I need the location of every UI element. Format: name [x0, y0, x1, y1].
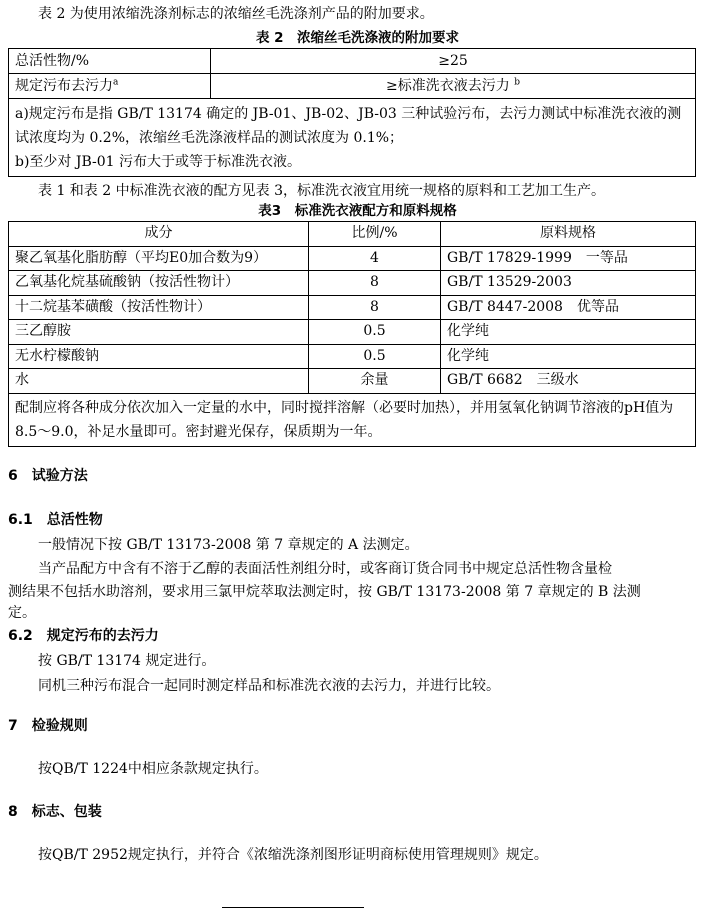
table-row	[9, 74, 696, 99]
section-heading: 6 试验方法	[8, 468, 88, 484]
table-row	[9, 49, 696, 74]
paragraph: 当产品配方中含有不溶于乙醇的表面活性剂组分时，或客商订货合同书中规定总活性物含量检	[38, 561, 612, 577]
table-cell: 余量	[309, 369, 441, 394]
note-b: b)至少对 JB-01 污布大于或等于标准洗衣液。	[15, 154, 302, 170]
column-header: 比例/%	[309, 222, 441, 247]
table2	[8, 48, 696, 177]
table-row	[9, 369, 696, 394]
table3	[8, 221, 696, 447]
table2-caption: 表 2 浓缩丝毛洗涤液的附加要求	[255, 30, 460, 46]
table3-caption: 表3 标准洗衣液配方和原料规格	[258, 203, 457, 219]
table-cell: 8	[309, 295, 441, 320]
table-cell: GB/T 17829-1999 一等品	[441, 246, 696, 271]
table-cell: GB/T 8447-2008 优等品	[441, 295, 696, 320]
table-cell: 0.5	[309, 320, 441, 345]
table-cell: 无水柠檬酸钠	[9, 344, 309, 369]
table3-intro-paragraph: 表 1 和表 2 中标准洗衣液的配方见表 3，标准洗衣液宜用统一规格的原料和工艺加工生产。	[38, 183, 605, 199]
table-header-row	[9, 222, 696, 247]
section-heading: 7 检验规则	[8, 718, 88, 734]
intro-paragraph: 表 2 为使用浓缩洗涤剂标志的浓缩丝毛洗涤剂产品的附加要求。	[38, 6, 434, 22]
paragraph-continued: 定。	[8, 605, 36, 621]
table-row	[9, 271, 696, 296]
paragraph: 一般情况下按 GB/T 13173-2008 第 7 章规定的 A 法测定。	[38, 537, 419, 553]
table-row	[9, 246, 696, 271]
table-cell: GB/T 13529-2003	[441, 271, 696, 296]
paragraph: 同机三种污布混合一起同时测定样品和标准洗衣液的去污力，并进行比较。	[38, 678, 500, 694]
subsection-heading: 6.1 总活性物	[8, 512, 103, 528]
section-heading: 8 标志、包装	[8, 804, 102, 820]
table-cell: ≥25	[211, 49, 696, 74]
table-cell: 聚乙氧基化脂肪醇（平均E0加合数为9）	[9, 246, 309, 271]
table-cell: 0.5	[309, 344, 441, 369]
table-cell: 化学纯	[441, 320, 696, 345]
table-row	[9, 344, 696, 369]
paragraph: 按QB/T 1224中相应条款规定执行。	[38, 761, 268, 777]
table-cell: 水	[9, 369, 309, 394]
table-cell: ≥标准洗衣液去污力 $^b$	[211, 74, 696, 99]
table-cell: 总活性物/%	[9, 49, 211, 74]
paragraph: 按QB/T 2952规定执行，并符合《浓缩洗涤剂图形证明商标使用管理规则》规定。	[38, 847, 548, 863]
table-row	[9, 295, 696, 320]
table-row	[9, 320, 696, 345]
note-a: a)规定污布是指 GB/T 13174 确定的 JB-01、JB-02、JB-03 三种试验污布，去污力测试中标准洗衣液的测试浓度均为 0.2%，浓缩丝毛洗涤液样品的测试浓度为 0.1%；	[15, 106, 682, 146]
table-cell: 化学纯	[441, 344, 696, 369]
paragraph-continued: 测结果不包括水助溶剂，要求用三氯甲烷萃取法测定时，按 GB/T 13173-2008 第 7 章规定的 B 法测	[8, 584, 641, 600]
subsection-heading: 6.2 规定污布的去污力	[8, 628, 159, 644]
table-row	[9, 393, 696, 446]
column-header: 成分	[9, 222, 309, 247]
end-rule	[222, 907, 364, 908]
table-cell: GB/T 6682 三级水	[441, 369, 696, 394]
paragraph: 按 GB/T 13174 规定进行。	[38, 653, 216, 669]
table3-remark: 配制应将各种成分依次加入一定量的水中，同时搅拌溶解（必要时加热），并用氢氧化钠调节溶液的pH值为8.5～9.0，补足水量即可。密封避光保存，保质期为一年。	[9, 393, 696, 446]
table2-notes	[9, 99, 696, 177]
table-cell: 4	[309, 246, 441, 271]
table-cell: 乙氧基化烷基硫酸钠（按活性物计）	[9, 271, 309, 296]
table-cell: 三乙醇胺	[9, 320, 309, 345]
table-cell: 规定污布去污力$^a$	[9, 74, 211, 99]
column-header: 原料规格	[441, 222, 696, 247]
table-row	[9, 99, 696, 177]
table-cell: 8	[309, 271, 441, 296]
table-cell: 十二烷基苯磺酸（按活性物计）	[9, 295, 309, 320]
